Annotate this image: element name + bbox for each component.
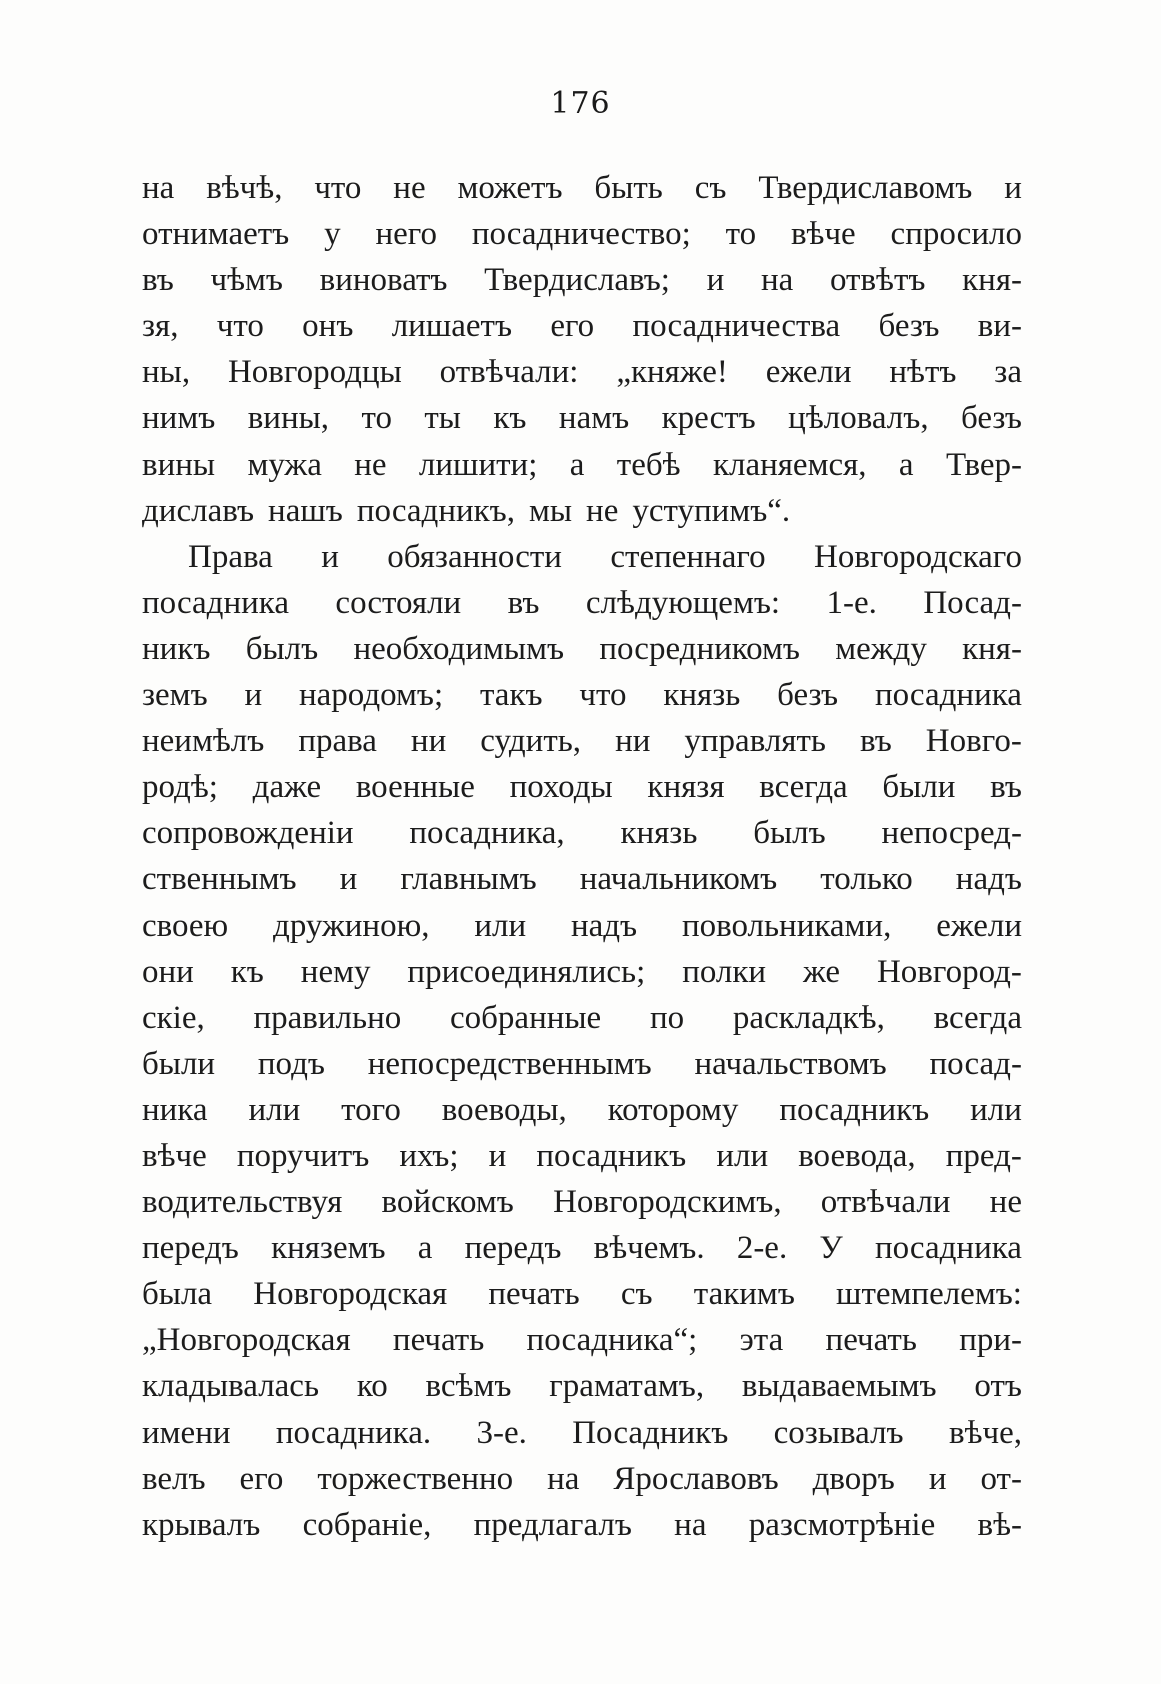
word: ты: [424, 400, 461, 437]
word: выдаваемымъ: [741, 1368, 937, 1405]
word: скіе,: [142, 999, 205, 1036]
text-line: [142, 303, 1022, 349]
word: всегда: [933, 999, 1022, 1036]
word: сопровожденіи: [142, 815, 354, 852]
word: степеннаго: [610, 538, 766, 575]
word: управлять: [684, 723, 826, 760]
word: то: [725, 216, 757, 253]
word: на: [142, 170, 175, 206]
word: посадника.: [275, 1414, 432, 1451]
text-line: [142, 810, 1022, 856]
word: былъ: [245, 630, 319, 667]
text-line: [142, 1041, 1022, 1087]
word: всѣмъ: [425, 1368, 512, 1405]
word: надъ: [955, 861, 1022, 898]
text-line: [142, 1502, 1022, 1548]
word: отвѣтъ: [829, 262, 926, 299]
word: пред-: [945, 1137, 1022, 1174]
word: Новго-: [925, 723, 1022, 760]
word: передъ: [464, 1230, 562, 1267]
word: Новгородская: [253, 1276, 448, 1313]
word: мужа: [247, 446, 322, 483]
word: посадника: [142, 584, 289, 621]
word: посадникъ: [536, 1137, 687, 1174]
word: начальникомъ: [579, 861, 778, 898]
word: и: [339, 861, 358, 898]
word: ихъ;: [399, 1137, 459, 1174]
text-line: [142, 1456, 1022, 1502]
word: состояли: [335, 584, 462, 621]
word: безъ: [961, 400, 1022, 437]
word: чѣмъ: [210, 262, 283, 299]
word: разсмотрѣніе: [748, 1506, 936, 1543]
word: зя,: [142, 308, 179, 345]
text-line: [142, 995, 1022, 1041]
word: печать: [825, 1322, 917, 1359]
word: поручитъ: [236, 1137, 370, 1174]
word: эта: [739, 1322, 784, 1359]
word: лишаетъ: [391, 308, 513, 345]
word: воеводы,: [441, 1091, 567, 1128]
word: что: [216, 308, 264, 345]
word: посадничество;: [471, 216, 691, 253]
word: цѣловалъ,: [788, 400, 929, 437]
word: и: [321, 538, 339, 575]
word: походы: [509, 769, 613, 806]
word: быть: [594, 170, 663, 206]
word: Новгородцы: [227, 354, 402, 391]
word: штемпелемъ:: [836, 1276, 1022, 1313]
word: полки: [682, 953, 767, 990]
word: кланяемся,: [712, 446, 867, 483]
word: печать: [488, 1276, 580, 1313]
word: вѣ-: [977, 1506, 1022, 1543]
word: имени: [142, 1414, 231, 1451]
text-line: [142, 349, 1022, 395]
body-text: [142, 165, 1022, 1548]
text-line: [142, 1363, 1022, 1409]
word: между: [835, 630, 927, 667]
word: ны,: [142, 354, 191, 391]
word: предлагалъ: [473, 1506, 632, 1543]
word: только: [820, 861, 913, 898]
word: или: [474, 907, 527, 944]
word: народомъ;: [299, 677, 444, 714]
word: посредникомъ: [599, 630, 800, 667]
word: „Новгородская: [142, 1322, 351, 1359]
word: были: [142, 1045, 216, 1082]
word: же: [803, 953, 841, 990]
text-line: [142, 211, 1022, 257]
text-line: [142, 903, 1022, 949]
word: князя: [647, 769, 725, 806]
word: Твердиславъ;: [484, 262, 670, 299]
word: или: [716, 1137, 769, 1174]
word: безъ: [878, 308, 940, 345]
word: такимъ: [693, 1276, 795, 1313]
word: и: [706, 262, 725, 299]
word: родѣ;: [142, 769, 218, 806]
word: что: [314, 170, 362, 206]
word: въ: [859, 723, 892, 760]
word: земъ: [142, 677, 208, 714]
word: кладывалась: [142, 1368, 320, 1405]
word: крывалъ: [142, 1506, 261, 1543]
word: присоединялись;: [407, 953, 646, 990]
text-line: [142, 1179, 1022, 1225]
word: вины: [142, 446, 216, 483]
word: на: [547, 1460, 580, 1497]
word: даже: [252, 769, 322, 806]
word: непосред-: [881, 815, 1022, 852]
word: намъ: [558, 400, 630, 437]
word: князь: [620, 815, 698, 852]
word: слѣдующемъ:: [585, 584, 781, 621]
text-line: [142, 1225, 1022, 1271]
word: посадника,: [409, 815, 565, 852]
word: военные: [355, 769, 475, 806]
word: него: [375, 216, 437, 253]
word: уступимъ“.: [632, 492, 791, 529]
text-line: [142, 949, 1022, 995]
word: правильно: [253, 999, 402, 1036]
word: не: [354, 446, 387, 483]
text-line: [142, 1410, 1022, 1456]
word: посадникъ,: [356, 492, 515, 529]
word: за: [994, 354, 1022, 391]
word: воевода,: [798, 1137, 916, 1174]
word: съ: [694, 170, 727, 206]
word: вѣчемъ.: [593, 1230, 705, 1267]
word: посадничества: [632, 308, 841, 345]
word: были: [882, 769, 956, 806]
page-number: 176: [550, 86, 611, 121]
word: подъ: [257, 1045, 325, 1082]
word: по: [649, 999, 685, 1036]
word: вѣче: [790, 216, 856, 253]
word: ни: [615, 723, 651, 760]
word: посадника“;: [526, 1322, 698, 1359]
word: диславъ: [142, 492, 255, 529]
text-line: [142, 580, 1022, 626]
word: граматамъ,: [549, 1368, 705, 1405]
word: ника: [142, 1091, 208, 1128]
word: 1-е.: [826, 584, 877, 621]
word: Новгородскимъ,: [553, 1184, 782, 1221]
word: или: [970, 1091, 1022, 1128]
text-line: [142, 1133, 1022, 1179]
word: дружиною,: [273, 907, 430, 944]
word: Посадникъ: [572, 1414, 729, 1451]
word: на: [674, 1506, 707, 1543]
word: ко: [356, 1368, 388, 1405]
word: и: [928, 1460, 947, 1497]
word: Твер-: [945, 446, 1022, 483]
word: отвѣчали: [820, 1184, 951, 1221]
word: Новгород-: [876, 953, 1022, 990]
word: судить,: [480, 723, 582, 760]
word: посад-: [929, 1045, 1022, 1082]
word: не: [989, 1184, 1022, 1221]
word: 3-е.: [476, 1414, 527, 1451]
word: отъ: [974, 1368, 1022, 1405]
word: которому: [607, 1091, 739, 1128]
word: посадника: [874, 677, 1022, 714]
word: нашъ: [268, 492, 343, 529]
text-line: [142, 1087, 1022, 1133]
word: дворъ: [812, 1460, 895, 1497]
word: крестъ: [661, 400, 756, 437]
word: не: [586, 492, 619, 529]
word: можетъ: [457, 170, 563, 206]
word: а: [898, 446, 914, 483]
word: его: [239, 1460, 284, 1497]
word: такъ: [479, 677, 543, 714]
word: раскладкѣ,: [732, 999, 885, 1036]
word: войскомъ: [381, 1184, 514, 1221]
word: кня-: [962, 630, 1022, 667]
word: то: [361, 400, 392, 437]
word: собранные: [449, 999, 602, 1036]
word: всегда: [759, 769, 848, 806]
word: Посад-: [923, 584, 1022, 621]
word: торжественно: [317, 1460, 514, 1497]
word: ежели: [765, 354, 852, 391]
word: непосредственнымъ: [367, 1045, 652, 1082]
word: и: [488, 1137, 507, 1174]
word: велъ: [142, 1460, 206, 1497]
word: водительствуя: [142, 1184, 343, 1221]
word: отвѣчали:: [439, 354, 579, 391]
word: что: [579, 677, 627, 714]
word: надъ: [570, 907, 638, 944]
word: Права: [188, 538, 273, 575]
word: и: [1004, 170, 1022, 206]
word: или: [248, 1091, 301, 1128]
word: „княже!: [616, 354, 728, 391]
word: лишити;: [418, 446, 538, 483]
text-line: [142, 626, 1022, 672]
word: кня-: [962, 262, 1022, 299]
text-line: [142, 1317, 1022, 1363]
word: была: [142, 1276, 213, 1313]
text-line: [142, 1271, 1022, 1317]
text-line: [142, 257, 1022, 303]
word: Ярославовъ: [613, 1460, 779, 1497]
word: съ: [620, 1276, 653, 1313]
word: Твердиславомъ: [758, 170, 973, 206]
word: въ: [990, 769, 1022, 806]
word: ственнымъ: [142, 861, 297, 898]
word: ви-: [977, 308, 1022, 345]
word: тебѣ: [616, 446, 681, 483]
word: отнимаетъ: [142, 216, 290, 253]
word: а: [569, 446, 585, 483]
word: вѣче: [142, 1137, 207, 1174]
word: князь: [663, 677, 741, 714]
word: онъ: [302, 308, 354, 345]
text-line: [142, 856, 1022, 902]
word: нему: [300, 953, 371, 990]
text-line: [142, 718, 1022, 764]
word: посадникъ: [779, 1091, 930, 1128]
text-line: [142, 764, 1022, 810]
word: У: [819, 1230, 843, 1267]
word: вины,: [247, 400, 330, 437]
word: начальствомъ: [694, 1045, 887, 1082]
word: былъ: [753, 815, 826, 852]
word: созывалъ: [773, 1414, 904, 1451]
text-line: [142, 534, 1022, 580]
word: вѣчѣ,: [206, 170, 283, 206]
word: нѣтъ: [889, 354, 957, 391]
word: печать: [392, 1322, 485, 1359]
word: княземъ: [271, 1230, 386, 1267]
word: права: [298, 723, 377, 760]
word: обязанности: [387, 538, 562, 575]
word: ни: [410, 723, 447, 760]
word: повольниками,: [681, 907, 892, 944]
word: необходимымъ: [353, 630, 565, 667]
word: 2-е.: [736, 1230, 788, 1267]
text-line: [142, 488, 1022, 534]
word: никъ: [142, 630, 211, 667]
word: посадника: [874, 1230, 1022, 1267]
word: мы: [528, 492, 573, 529]
word: въ: [142, 262, 174, 299]
word: а: [417, 1230, 433, 1267]
word: спросило: [890, 216, 1022, 253]
word: къ: [493, 400, 527, 437]
word: не: [393, 170, 426, 206]
word: своею: [142, 907, 229, 944]
word: собраніе,: [302, 1506, 432, 1543]
word: передъ: [142, 1230, 239, 1267]
word: и: [244, 677, 263, 714]
word: при-: [959, 1322, 1022, 1359]
text-line: [142, 442, 1022, 488]
word: ежели: [936, 907, 1022, 944]
text-line: [142, 395, 1022, 441]
word: от-: [980, 1460, 1022, 1497]
word: того: [341, 1091, 401, 1128]
word: на: [760, 262, 794, 299]
word: у: [324, 216, 341, 253]
word: его: [550, 308, 595, 345]
word: къ: [230, 953, 264, 990]
word: вѣче,: [948, 1414, 1022, 1451]
text-line: [142, 165, 1022, 211]
word: виноватъ: [319, 262, 448, 299]
word: безъ: [777, 677, 839, 714]
word: въ: [507, 584, 540, 621]
word: нимъ: [142, 400, 216, 437]
word: главнымъ: [400, 861, 537, 898]
text-line: [142, 672, 1022, 718]
word: Новгородскаго: [813, 538, 1022, 575]
word: они: [142, 953, 194, 990]
word: неимѣлъ: [142, 723, 265, 760]
